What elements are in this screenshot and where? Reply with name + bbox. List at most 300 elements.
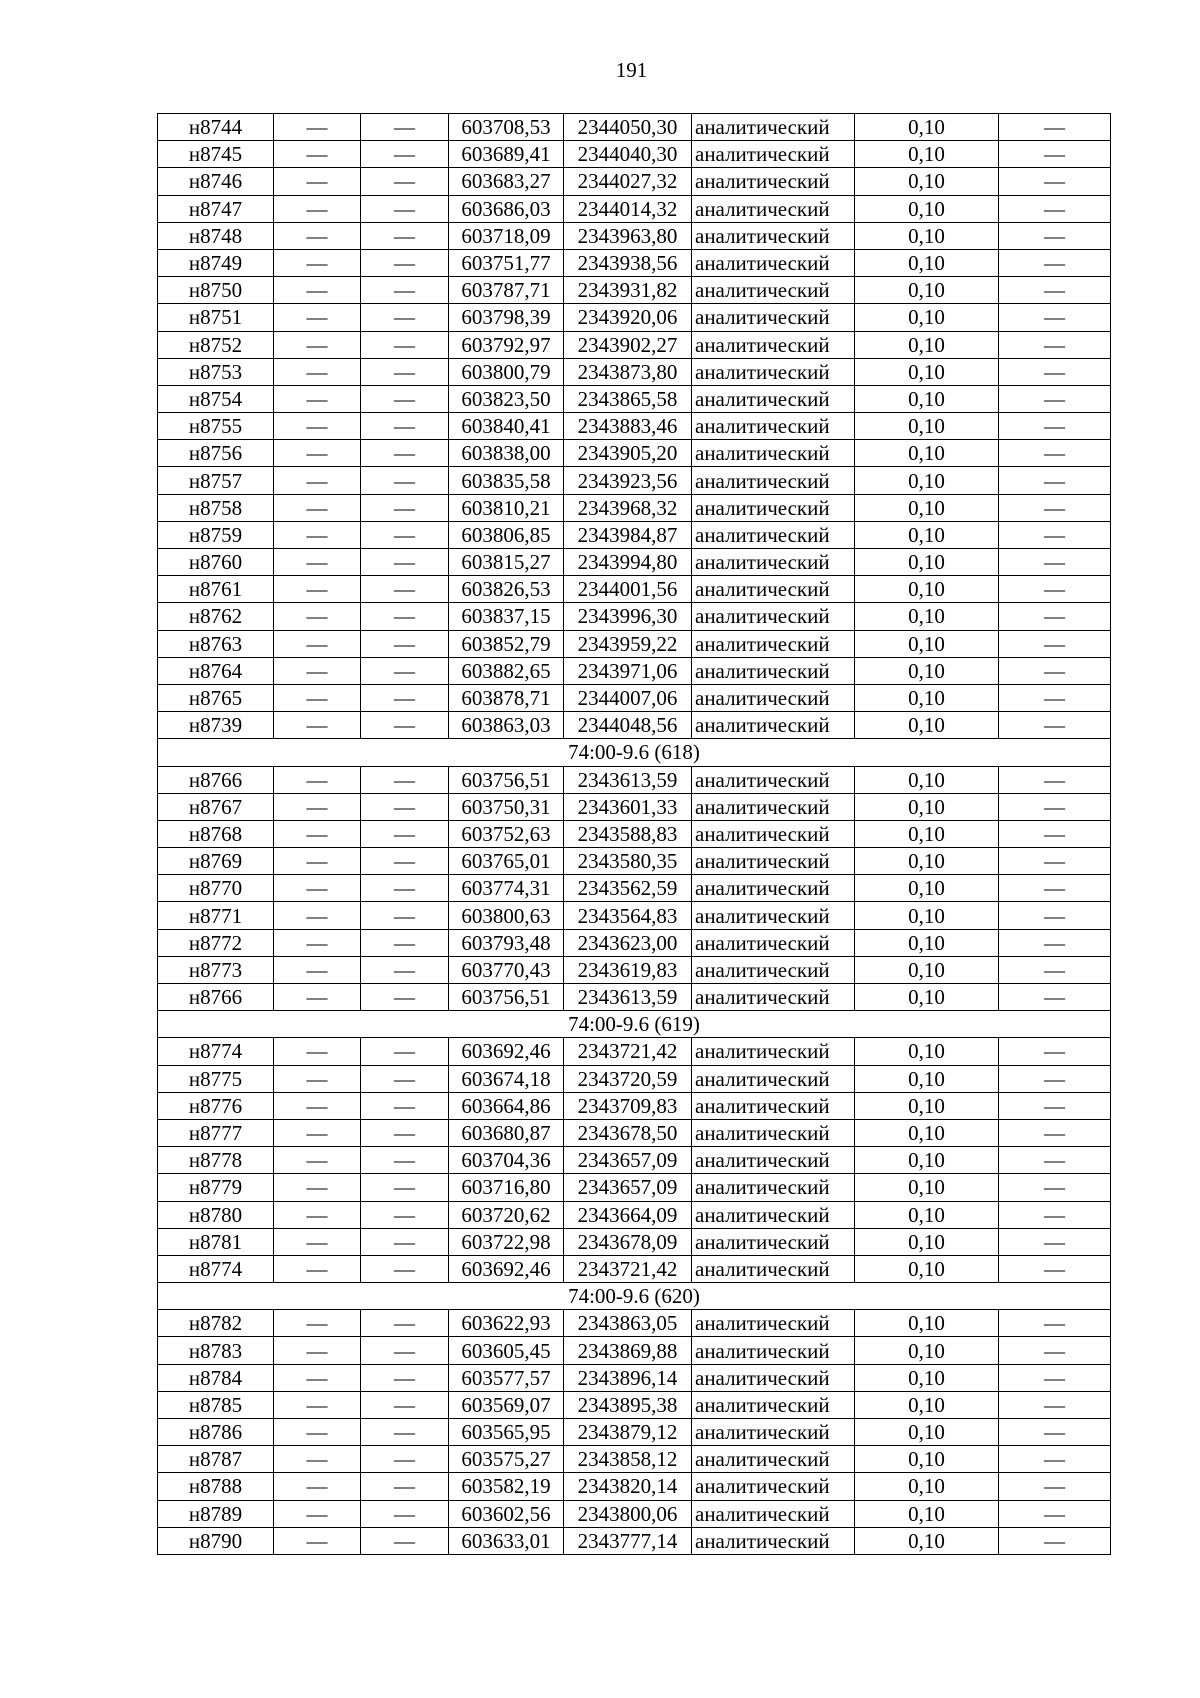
point-name-cell: н8761 [158, 576, 274, 603]
point-name-cell: н8759 [158, 521, 274, 548]
error-cell: 0,10 [855, 1201, 999, 1228]
error-cell: 0,10 [855, 413, 999, 440]
method-cell: аналитический [692, 413, 855, 440]
table-row [158, 1255, 1111, 1282]
point-name-cell: н8765 [158, 684, 274, 711]
method-cell: аналитический [692, 1337, 855, 1364]
error-cell: 0,10 [855, 820, 999, 847]
error-cell: 0,10 [855, 875, 999, 902]
method-cell: аналитический [692, 1255, 855, 1282]
dash-cell: — [361, 848, 449, 875]
dash-cell: — [274, 956, 361, 983]
table-row [158, 521, 1111, 548]
y-coordinate-cell: 2343996,30 [564, 603, 692, 630]
point-name-cell: н8775 [158, 1065, 274, 1092]
dash-cell: — [361, 1038, 449, 1065]
error-cell: 0,10 [855, 277, 999, 304]
point-name-cell: н8785 [158, 1391, 274, 1418]
x-coordinate-cell: 603752,63 [449, 820, 564, 847]
point-name-cell: н8757 [158, 467, 274, 494]
dash-cell: — [274, 603, 361, 630]
point-name-cell: н8748 [158, 222, 274, 249]
dash-cell: — [361, 657, 449, 684]
method-cell: аналитический [692, 521, 855, 548]
point-name-cell: н8774 [158, 1038, 274, 1065]
error-cell: 0,10 [855, 385, 999, 412]
dash-cell: — [274, 222, 361, 249]
point-name-cell: н8781 [158, 1228, 274, 1255]
point-name-cell: н8789 [158, 1500, 274, 1527]
dash-cell: — [361, 277, 449, 304]
table-row [158, 1065, 1111, 1092]
table-row [158, 793, 1111, 820]
table-row [158, 494, 1111, 521]
dash-cell: — [274, 875, 361, 902]
error-cell: 0,10 [855, 222, 999, 249]
y-coordinate-cell: 2343601,33 [564, 793, 692, 820]
method-cell: аналитический [692, 1228, 855, 1255]
dash-cell: — [999, 249, 1111, 276]
error-cell: 0,10 [855, 358, 999, 385]
x-coordinate-cell: 603837,15 [449, 603, 564, 630]
dash-cell: — [361, 1500, 449, 1527]
x-coordinate-cell: 603810,21 [449, 494, 564, 521]
x-coordinate-cell: 603838,00 [449, 440, 564, 467]
dash-cell: — [999, 630, 1111, 657]
section-label: 74:00-9.6 (618) [158, 739, 1111, 766]
y-coordinate-cell: 2343984,87 [564, 521, 692, 548]
dash-cell: — [999, 1500, 1111, 1527]
point-name-cell: н8779 [158, 1174, 274, 1201]
dash-cell: — [274, 766, 361, 793]
dash-cell: — [999, 684, 1111, 711]
point-name-cell: н8762 [158, 603, 274, 630]
dash-cell: — [361, 1065, 449, 1092]
method-cell: аналитический [692, 603, 855, 630]
dash-cell: — [361, 1364, 449, 1391]
dash-cell: — [361, 630, 449, 657]
method-cell: аналитический [692, 1119, 855, 1146]
section-label: 74:00-9.6 (619) [158, 1011, 1111, 1038]
y-coordinate-cell: 2343657,09 [564, 1174, 692, 1201]
table-row [158, 1446, 1111, 1473]
x-coordinate-cell: 603622,93 [449, 1310, 564, 1337]
x-coordinate-cell: 603806,85 [449, 521, 564, 548]
error-cell: 0,10 [855, 114, 999, 141]
x-coordinate-cell: 603582,19 [449, 1473, 564, 1500]
dash-cell: — [361, 793, 449, 820]
y-coordinate-cell: 2343920,06 [564, 304, 692, 331]
error-cell: 0,10 [855, 984, 999, 1011]
x-coordinate-cell: 603708,53 [449, 114, 564, 141]
dash-cell: — [999, 521, 1111, 548]
x-coordinate-cell: 603750,31 [449, 793, 564, 820]
method-cell: аналитический [692, 1201, 855, 1228]
table-row [158, 1500, 1111, 1527]
method-cell: аналитический [692, 1147, 855, 1174]
y-coordinate-cell: 2343777,14 [564, 1527, 692, 1554]
dash-cell: — [274, 902, 361, 929]
x-coordinate-cell: 603840,41 [449, 413, 564, 440]
dash-cell: — [999, 195, 1111, 222]
method-cell: аналитический [692, 902, 855, 929]
table-row [158, 657, 1111, 684]
dash-cell: — [999, 494, 1111, 521]
table-row [158, 820, 1111, 847]
dash-cell: — [361, 1119, 449, 1146]
method-cell: аналитический [692, 195, 855, 222]
dash-cell: — [274, 1065, 361, 1092]
dash-cell: — [274, 1473, 361, 1500]
point-name-cell: н8750 [158, 277, 274, 304]
x-coordinate-cell: 603878,71 [449, 684, 564, 711]
dash-cell: — [999, 603, 1111, 630]
x-coordinate-cell: 603565,95 [449, 1419, 564, 1446]
error-cell: 0,10 [855, 1174, 999, 1201]
y-coordinate-cell: 2343664,09 [564, 1201, 692, 1228]
dash-cell: — [999, 1038, 1111, 1065]
dash-cell: — [999, 1310, 1111, 1337]
method-cell: аналитический [692, 141, 855, 168]
dash-cell: — [999, 385, 1111, 412]
x-coordinate-cell: 603692,46 [449, 1038, 564, 1065]
dash-cell: — [361, 168, 449, 195]
method-cell: аналитический [692, 1391, 855, 1418]
error-cell: 0,10 [855, 1446, 999, 1473]
dash-cell: — [999, 549, 1111, 576]
dash-cell: — [274, 1500, 361, 1527]
dash-cell: — [274, 848, 361, 875]
dash-cell: — [361, 576, 449, 603]
section-header-row [158, 739, 1111, 766]
y-coordinate-cell: 2343959,22 [564, 630, 692, 657]
method-cell: аналитический [692, 1092, 855, 1119]
point-name-cell: н8763 [158, 630, 274, 657]
y-coordinate-cell: 2344048,56 [564, 712, 692, 739]
dash-cell: — [274, 657, 361, 684]
dash-cell: — [361, 358, 449, 385]
table-row [158, 358, 1111, 385]
dash-cell: — [999, 1337, 1111, 1364]
coordinates-table [157, 113, 1111, 1555]
error-cell: 0,10 [855, 603, 999, 630]
dash-cell: — [361, 494, 449, 521]
dash-cell: — [361, 1255, 449, 1282]
point-name-cell: н8753 [158, 358, 274, 385]
error-cell: 0,10 [855, 766, 999, 793]
table-row [158, 1174, 1111, 1201]
point-name-cell: н8776 [158, 1092, 274, 1119]
method-cell: аналитический [692, 956, 855, 983]
dash-cell: — [361, 1391, 449, 1418]
x-coordinate-cell: 603774,31 [449, 875, 564, 902]
dash-cell: — [361, 1228, 449, 1255]
dash-cell: — [274, 358, 361, 385]
error-cell: 0,10 [855, 467, 999, 494]
dash-cell: — [274, 1446, 361, 1473]
x-coordinate-cell: 603863,03 [449, 712, 564, 739]
x-coordinate-cell: 603756,51 [449, 766, 564, 793]
dash-cell: — [999, 358, 1111, 385]
dash-cell: — [999, 766, 1111, 793]
dash-cell: — [361, 413, 449, 440]
dash-cell: — [274, 820, 361, 847]
dash-cell: — [999, 222, 1111, 249]
method-cell: аналитический [692, 1174, 855, 1201]
dash-cell: — [361, 1174, 449, 1201]
y-coordinate-cell: 2343820,14 [564, 1473, 692, 1500]
y-coordinate-cell: 2343858,12 [564, 1446, 692, 1473]
dash-cell: — [274, 168, 361, 195]
error-cell: 0,10 [855, 521, 999, 548]
table-row [158, 956, 1111, 983]
dash-cell: — [999, 1473, 1111, 1500]
x-coordinate-cell: 603800,79 [449, 358, 564, 385]
point-name-cell: н8746 [158, 168, 274, 195]
method-cell: аналитический [692, 875, 855, 902]
table-row [158, 902, 1111, 929]
dash-cell: — [274, 413, 361, 440]
table-row [158, 1201, 1111, 1228]
x-coordinate-cell: 603792,97 [449, 331, 564, 358]
x-coordinate-cell: 603720,62 [449, 1201, 564, 1228]
dash-cell: — [361, 304, 449, 331]
table-row [158, 195, 1111, 222]
dash-cell: — [999, 114, 1111, 141]
dash-cell: — [274, 1228, 361, 1255]
y-coordinate-cell: 2343800,06 [564, 1500, 692, 1527]
dash-cell: — [274, 195, 361, 222]
point-name-cell: н8777 [158, 1119, 274, 1146]
dash-cell: — [999, 1364, 1111, 1391]
dash-cell: — [361, 331, 449, 358]
method-cell: аналитический [692, 1527, 855, 1554]
table-row [158, 1364, 1111, 1391]
error-cell: 0,10 [855, 440, 999, 467]
dash-cell: — [999, 440, 1111, 467]
dash-cell: — [274, 1092, 361, 1119]
dash-cell: — [361, 603, 449, 630]
method-cell: аналитический [692, 467, 855, 494]
error-cell: 0,10 [855, 576, 999, 603]
dash-cell: — [274, 576, 361, 603]
y-coordinate-cell: 2343720,59 [564, 1065, 692, 1092]
table-row [158, 440, 1111, 467]
y-coordinate-cell: 2343873,80 [564, 358, 692, 385]
error-cell: 0,10 [855, 1500, 999, 1527]
y-coordinate-cell: 2344001,56 [564, 576, 692, 603]
dash-cell: — [999, 657, 1111, 684]
dash-cell: — [361, 114, 449, 141]
table-row [158, 875, 1111, 902]
dash-cell: — [361, 467, 449, 494]
method-cell: аналитический [692, 1310, 855, 1337]
method-cell: аналитический [692, 712, 855, 739]
y-coordinate-cell: 2344027,32 [564, 168, 692, 195]
error-cell: 0,10 [855, 1119, 999, 1146]
dash-cell: — [361, 1201, 449, 1228]
x-coordinate-cell: 603882,65 [449, 657, 564, 684]
dash-cell: — [999, 1228, 1111, 1255]
dash-cell: — [999, 793, 1111, 820]
dash-cell: — [361, 1473, 449, 1500]
point-name-cell: н8767 [158, 793, 274, 820]
error-cell: 0,10 [855, 249, 999, 276]
section-header-row [158, 1283, 1111, 1310]
method-cell: аналитический [692, 630, 855, 657]
dash-cell: — [361, 385, 449, 412]
method-cell: аналитический [692, 222, 855, 249]
dash-cell: — [274, 549, 361, 576]
x-coordinate-cell: 603704,36 [449, 1147, 564, 1174]
table-row [158, 929, 1111, 956]
point-name-cell: н8784 [158, 1364, 274, 1391]
dash-cell: — [999, 984, 1111, 1011]
x-coordinate-cell: 603800,63 [449, 902, 564, 929]
y-coordinate-cell: 2343678,50 [564, 1119, 692, 1146]
method-cell: аналитический [692, 1065, 855, 1092]
method-cell: аналитический [692, 984, 855, 1011]
table-row [158, 1038, 1111, 1065]
error-cell: 0,10 [855, 168, 999, 195]
method-cell: аналитический [692, 331, 855, 358]
y-coordinate-cell: 2343613,59 [564, 766, 692, 793]
dash-cell: — [274, 385, 361, 412]
dash-cell: — [999, 413, 1111, 440]
dash-cell: — [999, 929, 1111, 956]
page-number: 191 [615, 58, 648, 82]
point-name-cell: н8786 [158, 1419, 274, 1446]
y-coordinate-cell: 2343968,32 [564, 494, 692, 521]
x-coordinate-cell: 603664,86 [449, 1092, 564, 1119]
error-cell: 0,10 [855, 1092, 999, 1119]
y-coordinate-cell: 2343721,42 [564, 1255, 692, 1282]
dash-cell: — [999, 875, 1111, 902]
table-row [158, 1147, 1111, 1174]
method-cell: аналитический [692, 114, 855, 141]
error-cell: 0,10 [855, 331, 999, 358]
dash-cell: — [274, 440, 361, 467]
x-coordinate-cell: 603718,09 [449, 222, 564, 249]
table-row [158, 848, 1111, 875]
point-name-cell: н8771 [158, 902, 274, 929]
method-cell: аналитический [692, 358, 855, 385]
table-row [158, 1391, 1111, 1418]
x-coordinate-cell: 603575,27 [449, 1446, 564, 1473]
error-cell: 0,10 [855, 1038, 999, 1065]
point-name-cell: н8783 [158, 1337, 274, 1364]
x-coordinate-cell: 603852,79 [449, 630, 564, 657]
point-name-cell: н8778 [158, 1147, 274, 1174]
table-row [158, 331, 1111, 358]
error-cell: 0,10 [855, 1419, 999, 1446]
dash-cell: — [361, 875, 449, 902]
y-coordinate-cell: 2343931,82 [564, 277, 692, 304]
dash-cell: — [274, 1201, 361, 1228]
point-name-cell: н8751 [158, 304, 274, 331]
method-cell: аналитический [692, 1364, 855, 1391]
table-row [158, 141, 1111, 168]
dash-cell: — [361, 1446, 449, 1473]
dash-cell: — [999, 1391, 1111, 1418]
method-cell: аналитический [692, 1446, 855, 1473]
table-row [158, 1228, 1111, 1255]
dash-cell: — [999, 467, 1111, 494]
table-row [158, 576, 1111, 603]
method-cell: аналитический [692, 494, 855, 521]
point-name-cell: н8780 [158, 1201, 274, 1228]
method-cell: аналитический [692, 684, 855, 711]
y-coordinate-cell: 2343709,83 [564, 1092, 692, 1119]
dash-cell: — [274, 1255, 361, 1282]
y-coordinate-cell: 2343721,42 [564, 1038, 692, 1065]
dash-cell: — [361, 1092, 449, 1119]
error-cell: 0,10 [855, 902, 999, 929]
y-coordinate-cell: 2343865,58 [564, 385, 692, 412]
x-coordinate-cell: 603683,27 [449, 168, 564, 195]
y-coordinate-cell: 2343580,35 [564, 848, 692, 875]
dash-cell: — [274, 304, 361, 331]
y-coordinate-cell: 2343562,59 [564, 875, 692, 902]
error-cell: 0,10 [855, 956, 999, 983]
dash-cell: — [361, 984, 449, 1011]
dash-cell: — [361, 684, 449, 711]
point-name-cell: н8745 [158, 141, 274, 168]
dash-cell: — [274, 1391, 361, 1418]
table-row [158, 413, 1111, 440]
y-coordinate-cell: 2344014,32 [564, 195, 692, 222]
error-cell: 0,10 [855, 1473, 999, 1500]
error-cell: 0,10 [855, 848, 999, 875]
dash-cell: — [274, 1147, 361, 1174]
dash-cell: — [274, 684, 361, 711]
y-coordinate-cell: 2343879,12 [564, 1419, 692, 1446]
table-row [158, 630, 1111, 657]
error-cell: 0,10 [855, 1310, 999, 1337]
method-cell: аналитический [692, 304, 855, 331]
y-coordinate-cell: 2343895,38 [564, 1391, 692, 1418]
error-cell: 0,10 [855, 684, 999, 711]
y-coordinate-cell: 2343588,83 [564, 820, 692, 847]
table-row [158, 712, 1111, 739]
table-row [158, 1310, 1111, 1337]
method-cell: аналитический [692, 820, 855, 847]
dash-cell: — [274, 712, 361, 739]
method-cell: аналитический [692, 793, 855, 820]
table-row [158, 168, 1111, 195]
dash-cell: — [999, 1419, 1111, 1446]
x-coordinate-cell: 603686,03 [449, 195, 564, 222]
error-cell: 0,10 [855, 1147, 999, 1174]
table-row [158, 984, 1111, 1011]
dash-cell: — [274, 1527, 361, 1554]
dash-cell: — [274, 984, 361, 1011]
dash-cell: — [999, 820, 1111, 847]
method-cell: аналитический [692, 576, 855, 603]
table-row [158, 603, 1111, 630]
dash-cell: — [274, 1119, 361, 1146]
method-cell: аналитический [692, 277, 855, 304]
x-coordinate-cell: 603798,39 [449, 304, 564, 331]
dash-cell: — [999, 1065, 1111, 1092]
point-name-cell: н8774 [158, 1255, 274, 1282]
method-cell: аналитический [692, 1419, 855, 1446]
error-cell: 0,10 [855, 1255, 999, 1282]
error-cell: 0,10 [855, 1337, 999, 1364]
method-cell: аналитический [692, 848, 855, 875]
table-row [158, 1419, 1111, 1446]
y-coordinate-cell: 2343564,83 [564, 902, 692, 929]
